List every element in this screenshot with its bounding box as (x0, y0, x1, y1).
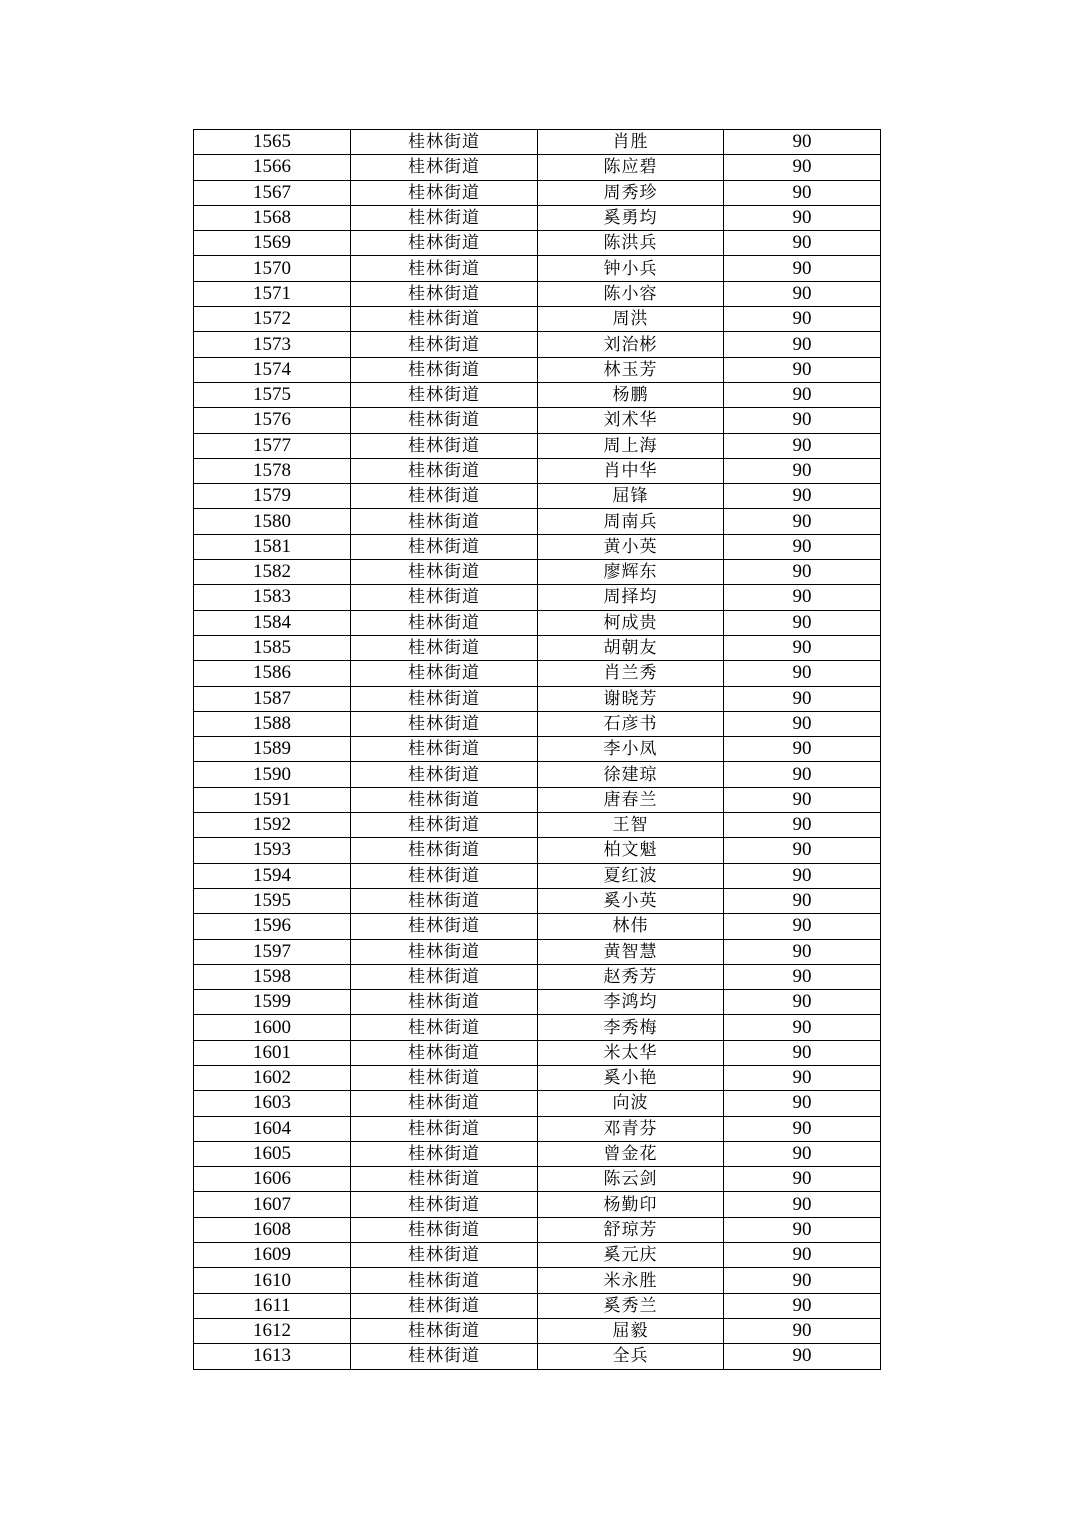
person-name-cell: 周洪 (538, 307, 724, 332)
person-name-cell: 钟小兵 (538, 256, 724, 281)
street-cell: 桂林街道 (351, 1243, 538, 1268)
person-name-cell: 林伟 (538, 914, 724, 939)
table-row (194, 813, 881, 838)
table-row (194, 863, 881, 888)
person-name-cell: 王智 (538, 813, 724, 838)
table-row (194, 914, 881, 939)
person-name-cell: 唐春兰 (538, 787, 724, 812)
person-name-cell: 杨勤印 (538, 1192, 724, 1217)
street-cell: 桂林街道 (351, 914, 538, 939)
row-number-cell: 1573 (194, 332, 351, 357)
table-row (194, 610, 881, 635)
row-number-cell: 1567 (194, 180, 351, 205)
row-number-cell: 1600 (194, 1015, 351, 1040)
street-cell: 桂林街道 (351, 130, 538, 155)
row-number-cell: 1587 (194, 686, 351, 711)
row-number-cell: 1579 (194, 484, 351, 509)
person-name-cell: 李秀梅 (538, 1015, 724, 1040)
table-row (194, 130, 881, 155)
street-cell: 桂林街道 (351, 1040, 538, 1065)
street-cell: 桂林街道 (351, 1141, 538, 1166)
score-cell: 90 (724, 1141, 881, 1166)
person-name-cell: 周择均 (538, 585, 724, 610)
street-cell: 桂林街道 (351, 307, 538, 332)
score-cell: 90 (724, 939, 881, 964)
row-number-cell: 1599 (194, 990, 351, 1015)
street-cell: 桂林街道 (351, 1268, 538, 1293)
row-number-cell: 1610 (194, 1268, 351, 1293)
score-cell: 90 (724, 205, 881, 230)
score-cell: 90 (724, 1192, 881, 1217)
person-name-cell: 石彦书 (538, 711, 724, 736)
score-cell: 90 (724, 1243, 881, 1268)
table-row (194, 635, 881, 660)
table-row (194, 281, 881, 306)
score-cell: 90 (724, 1167, 881, 1192)
table-row (194, 1344, 881, 1369)
score-cell: 90 (724, 534, 881, 559)
street-cell: 桂林街道 (351, 560, 538, 585)
row-number-cell: 1572 (194, 307, 351, 332)
score-cell: 90 (724, 990, 881, 1015)
table-row (194, 1065, 881, 1090)
row-number-cell: 1612 (194, 1318, 351, 1343)
score-cell: 90 (724, 382, 881, 407)
row-number-cell: 1594 (194, 863, 351, 888)
score-cell: 90 (724, 408, 881, 433)
table-row (194, 484, 881, 509)
row-number-cell: 1598 (194, 964, 351, 989)
score-cell: 90 (724, 307, 881, 332)
table-row (194, 180, 881, 205)
row-number-cell: 1596 (194, 914, 351, 939)
person-name-cell: 邓青芬 (538, 1116, 724, 1141)
street-cell: 桂林街道 (351, 509, 538, 534)
score-cell: 90 (724, 813, 881, 838)
score-cell: 90 (724, 256, 881, 281)
street-cell: 桂林街道 (351, 939, 538, 964)
table-row (194, 332, 881, 357)
person-name-cell: 向波 (538, 1091, 724, 1116)
row-number-cell: 1608 (194, 1217, 351, 1242)
row-number-cell: 1582 (194, 560, 351, 585)
street-cell: 桂林街道 (351, 686, 538, 711)
row-number-cell: 1593 (194, 838, 351, 863)
table-row (194, 256, 881, 281)
street-cell: 桂林街道 (351, 1318, 538, 1343)
person-name-cell: 赵秀芳 (538, 964, 724, 989)
row-number-cell: 1604 (194, 1116, 351, 1141)
street-cell: 桂林街道 (351, 990, 538, 1015)
row-number-cell: 1592 (194, 813, 351, 838)
table-row (194, 231, 881, 256)
person-name-cell: 舒琼芳 (538, 1217, 724, 1242)
row-number-cell: 1577 (194, 433, 351, 458)
table-row (194, 787, 881, 812)
person-name-cell: 米太华 (538, 1040, 724, 1065)
row-number-cell: 1570 (194, 256, 351, 281)
table-row (194, 458, 881, 483)
score-cell: 90 (724, 737, 881, 762)
street-cell: 桂林街道 (351, 737, 538, 762)
street-cell: 桂林街道 (351, 711, 538, 736)
row-number-cell: 1602 (194, 1065, 351, 1090)
person-name-cell: 夏红波 (538, 863, 724, 888)
score-cell: 90 (724, 1217, 881, 1242)
row-number-cell: 1576 (194, 408, 351, 433)
street-cell: 桂林街道 (351, 256, 538, 281)
street-cell: 桂林街道 (351, 888, 538, 913)
row-number-cell: 1565 (194, 130, 351, 155)
score-cell: 90 (724, 560, 881, 585)
street-cell: 桂林街道 (351, 610, 538, 635)
table-row (194, 711, 881, 736)
table-row (194, 1015, 881, 1040)
street-cell: 桂林街道 (351, 635, 538, 660)
street-cell: 桂林街道 (351, 332, 538, 357)
score-cell: 90 (724, 1318, 881, 1343)
person-name-cell: 黄智慧 (538, 939, 724, 964)
table-row (194, 888, 881, 913)
street-cell: 桂林街道 (351, 180, 538, 205)
row-number-cell: 1595 (194, 888, 351, 913)
table-row (194, 1318, 881, 1343)
street-cell: 桂林街道 (351, 357, 538, 382)
row-number-cell: 1566 (194, 155, 351, 180)
street-cell: 桂林街道 (351, 585, 538, 610)
row-number-cell: 1575 (194, 382, 351, 407)
person-name-cell: 陈应碧 (538, 155, 724, 180)
person-name-cell: 李鸿均 (538, 990, 724, 1015)
row-number-cell: 1569 (194, 231, 351, 256)
row-number-cell: 1601 (194, 1040, 351, 1065)
street-cell: 桂林街道 (351, 762, 538, 787)
table-row (194, 205, 881, 230)
person-name-cell: 廖辉东 (538, 560, 724, 585)
table-row (194, 1167, 881, 1192)
score-cell: 90 (724, 686, 881, 711)
table-row (194, 509, 881, 534)
person-name-cell: 刘治彬 (538, 332, 724, 357)
score-cell: 90 (724, 964, 881, 989)
table-row (194, 1243, 881, 1268)
person-name-cell: 奚勇均 (538, 205, 724, 230)
person-name-cell: 林玉芳 (538, 357, 724, 382)
score-cell: 90 (724, 281, 881, 306)
table-row (194, 661, 881, 686)
row-number-cell: 1597 (194, 939, 351, 964)
person-name-cell: 胡朝友 (538, 635, 724, 660)
street-cell: 桂林街道 (351, 813, 538, 838)
score-cell: 90 (724, 661, 881, 686)
person-name-cell: 陈云剑 (538, 1167, 724, 1192)
table-row (194, 155, 881, 180)
score-cell: 90 (724, 762, 881, 787)
street-cell: 桂林街道 (351, 964, 538, 989)
row-number-cell: 1581 (194, 534, 351, 559)
row-number-cell: 1611 (194, 1293, 351, 1318)
roster-table (193, 129, 881, 1370)
person-name-cell: 奚小英 (538, 888, 724, 913)
score-cell: 90 (724, 914, 881, 939)
score-cell: 90 (724, 711, 881, 736)
table-row (194, 964, 881, 989)
row-number-cell: 1609 (194, 1243, 351, 1268)
street-cell: 桂林街道 (351, 281, 538, 306)
person-name-cell: 周南兵 (538, 509, 724, 534)
row-number-cell: 1574 (194, 357, 351, 382)
score-cell: 90 (724, 888, 881, 913)
table-row (194, 686, 881, 711)
street-cell: 桂林街道 (351, 534, 538, 559)
row-number-cell: 1603 (194, 1091, 351, 1116)
score-cell: 90 (724, 1091, 881, 1116)
person-name-cell: 柏文魁 (538, 838, 724, 863)
table-row (194, 1268, 881, 1293)
street-cell: 桂林街道 (351, 484, 538, 509)
score-cell: 90 (724, 433, 881, 458)
table-row (194, 357, 881, 382)
score-cell: 90 (724, 1065, 881, 1090)
person-name-cell: 徐建琼 (538, 762, 724, 787)
person-name-cell: 杨鹏 (538, 382, 724, 407)
row-number-cell: 1580 (194, 509, 351, 534)
street-cell: 桂林街道 (351, 155, 538, 180)
street-cell: 桂林街道 (351, 661, 538, 686)
score-cell: 90 (724, 155, 881, 180)
row-number-cell: 1591 (194, 787, 351, 812)
table-row (194, 585, 881, 610)
score-cell: 90 (724, 231, 881, 256)
score-cell: 90 (724, 787, 881, 812)
score-cell: 90 (724, 1015, 881, 1040)
table-row (194, 534, 881, 559)
row-number-cell: 1568 (194, 205, 351, 230)
person-name-cell: 陈洪兵 (538, 231, 724, 256)
score-cell: 90 (724, 509, 881, 534)
score-cell: 90 (724, 484, 881, 509)
row-number-cell: 1606 (194, 1167, 351, 1192)
street-cell: 桂林街道 (351, 1344, 538, 1369)
street-cell: 桂林街道 (351, 231, 538, 256)
street-cell: 桂林街道 (351, 1091, 538, 1116)
person-name-cell: 周秀珍 (538, 180, 724, 205)
table-row (194, 307, 881, 332)
person-name-cell: 奚秀兰 (538, 1293, 724, 1318)
table-row (194, 1293, 881, 1318)
person-name-cell: 肖胜 (538, 130, 724, 155)
street-cell: 桂林街道 (351, 1167, 538, 1192)
row-number-cell: 1607 (194, 1192, 351, 1217)
street-cell: 桂林街道 (351, 1015, 538, 1040)
street-cell: 桂林街道 (351, 205, 538, 230)
person-name-cell: 奚小艳 (538, 1065, 724, 1090)
person-name-cell: 柯成贵 (538, 610, 724, 635)
score-cell: 90 (724, 1293, 881, 1318)
table-row (194, 939, 881, 964)
table-row (194, 382, 881, 407)
street-cell: 桂林街道 (351, 1217, 538, 1242)
table-row (194, 1091, 881, 1116)
table-row (194, 838, 881, 863)
roster-table-body (194, 130, 881, 1370)
street-cell: 桂林街道 (351, 458, 538, 483)
person-name-cell: 奚元庆 (538, 1243, 724, 1268)
score-cell: 90 (724, 357, 881, 382)
table-row (194, 762, 881, 787)
person-name-cell: 刘术华 (538, 408, 724, 433)
table-row (194, 1192, 881, 1217)
score-cell: 90 (724, 1344, 881, 1369)
person-name-cell: 黄小英 (538, 534, 724, 559)
row-number-cell: 1588 (194, 711, 351, 736)
person-name-cell: 肖兰秀 (538, 661, 724, 686)
score-cell: 90 (724, 180, 881, 205)
score-cell: 90 (724, 332, 881, 357)
street-cell: 桂林街道 (351, 787, 538, 812)
person-name-cell: 周上海 (538, 433, 724, 458)
table-row (194, 990, 881, 1015)
street-cell: 桂林街道 (351, 863, 538, 888)
score-cell: 90 (724, 1116, 881, 1141)
row-number-cell: 1589 (194, 737, 351, 762)
row-number-cell: 1590 (194, 762, 351, 787)
street-cell: 桂林街道 (351, 1065, 538, 1090)
table-row (194, 737, 881, 762)
person-name-cell: 肖中华 (538, 458, 724, 483)
street-cell: 桂林街道 (351, 1192, 538, 1217)
person-name-cell: 屈毅 (538, 1318, 724, 1343)
person-name-cell: 李小凤 (538, 737, 724, 762)
table-row (194, 1040, 881, 1065)
person-name-cell: 曾金花 (538, 1141, 724, 1166)
score-cell: 90 (724, 585, 881, 610)
street-cell: 桂林街道 (351, 382, 538, 407)
person-name-cell: 米永胜 (538, 1268, 724, 1293)
score-cell: 90 (724, 635, 881, 660)
score-cell: 90 (724, 458, 881, 483)
score-cell: 90 (724, 863, 881, 888)
row-number-cell: 1584 (194, 610, 351, 635)
row-number-cell: 1605 (194, 1141, 351, 1166)
person-name-cell: 全兵 (538, 1344, 724, 1369)
street-cell: 桂林街道 (351, 433, 538, 458)
row-number-cell: 1613 (194, 1344, 351, 1369)
score-cell: 90 (724, 838, 881, 863)
row-number-cell: 1578 (194, 458, 351, 483)
street-cell: 桂林街道 (351, 408, 538, 433)
street-cell: 桂林街道 (351, 1116, 538, 1141)
score-cell: 90 (724, 1268, 881, 1293)
person-name-cell: 陈小容 (538, 281, 724, 306)
table-row (194, 1116, 881, 1141)
street-cell: 桂林街道 (351, 838, 538, 863)
table-row (194, 433, 881, 458)
table-row (194, 560, 881, 585)
row-number-cell: 1586 (194, 661, 351, 686)
table-row (194, 1141, 881, 1166)
row-number-cell: 1583 (194, 585, 351, 610)
table-row (194, 1217, 881, 1242)
street-cell: 桂林街道 (351, 1293, 538, 1318)
score-cell: 90 (724, 610, 881, 635)
person-name-cell: 屈锋 (538, 484, 724, 509)
person-name-cell: 谢晓芳 (538, 686, 724, 711)
row-number-cell: 1585 (194, 635, 351, 660)
table-row (194, 408, 881, 433)
score-cell: 90 (724, 1040, 881, 1065)
row-number-cell: 1571 (194, 281, 351, 306)
score-cell: 90 (724, 130, 881, 155)
